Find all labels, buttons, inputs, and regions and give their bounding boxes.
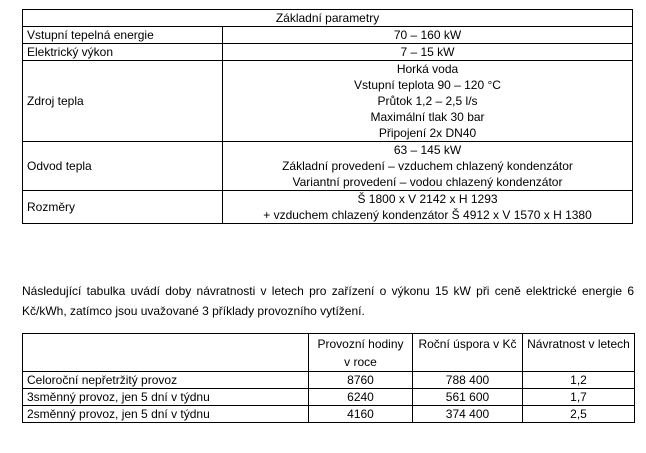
table-cell: 3směnný provoz, jen 5 dní v týdnu	[23, 389, 309, 406]
table-row	[23, 27, 633, 44]
table-cell: 1,2	[523, 372, 635, 389]
table-cell: 8760	[309, 372, 413, 389]
row-label: Odvod tepla	[23, 142, 223, 191]
row-value	[223, 44, 633, 61]
value-line: Variantní provedení – vodou chlazený kondenzátor	[292, 175, 563, 189]
table-row	[23, 44, 633, 61]
table-cell: 1,7	[523, 389, 635, 406]
table-row	[23, 142, 633, 191]
value-line: 70 – 160 kW	[393, 28, 462, 42]
table-row	[23, 372, 635, 389]
parameters-header: Základní parametry	[23, 10, 633, 27]
payback-header-row	[23, 334, 635, 372]
table-cell: 561 600	[413, 389, 523, 406]
value-line: Horká voda	[396, 62, 459, 76]
row-value	[223, 61, 633, 142]
table-cell: 4160	[309, 406, 413, 423]
header-cell: Provozní hodiny v roce	[309, 334, 413, 372]
value-line: 63 – 145 kW	[393, 143, 462, 157]
row-label: Zdroj tepla	[23, 61, 223, 142]
table-cell: 2,5	[523, 406, 635, 423]
row-label: Elektrický výkon	[23, 44, 223, 61]
table-cell: 2směnný provoz, jen 5 dní v týdnu	[23, 406, 309, 423]
row-label: Rozměry	[23, 191, 223, 224]
table-cell: 374 400	[413, 406, 523, 423]
table-row	[23, 61, 633, 142]
header-cell: Návratnost v letech	[523, 334, 635, 372]
row-value	[223, 191, 633, 224]
value-line: Maximální tlak 30 bar	[370, 110, 485, 124]
value-line: Připojení 2x DN40	[378, 126, 477, 140]
table-cell: Celoroční nepřetržitý provoz	[23, 372, 309, 389]
header-cell: Roční úspora v Kč	[413, 334, 523, 372]
row-value	[223, 27, 633, 44]
value-line: Vstupní teplota 90 – 120 °C	[354, 78, 501, 92]
intro-paragraph: Následující tabulka uvádí doby návratnosti v letech pro zařízení o výkonu 15 kW při ceně elektrické energie 6 Kč/kWh, zatímco jsou uvažované 3 příklady provozního vytížení.	[22, 284, 634, 318]
parameters-header-row	[23, 10, 633, 27]
header-cell	[23, 334, 309, 372]
value-line: Průtok 1,2 – 2,5 l/s	[377, 94, 478, 108]
payback-table	[22, 333, 635, 423]
parameters-table	[22, 9, 633, 224]
row-value	[223, 142, 633, 191]
table-row	[23, 191, 633, 224]
value-line: Š 1800 x V 2142 x H 1293	[357, 192, 498, 206]
table-row	[23, 389, 635, 406]
value-line: Základní provedení – vzduchem chlazený kondenzátor	[282, 159, 573, 173]
table-cell: 788 400	[413, 372, 523, 389]
table-cell: 6240	[309, 389, 413, 406]
value-line: + vzduchem chlazený kondenzátor Š 4912 x V 1570 x H 1380	[263, 208, 592, 222]
table-row	[23, 406, 635, 423]
value-line: 7 – 15 kW	[400, 45, 455, 59]
row-label: Vstupní tepelná energie	[23, 27, 223, 44]
